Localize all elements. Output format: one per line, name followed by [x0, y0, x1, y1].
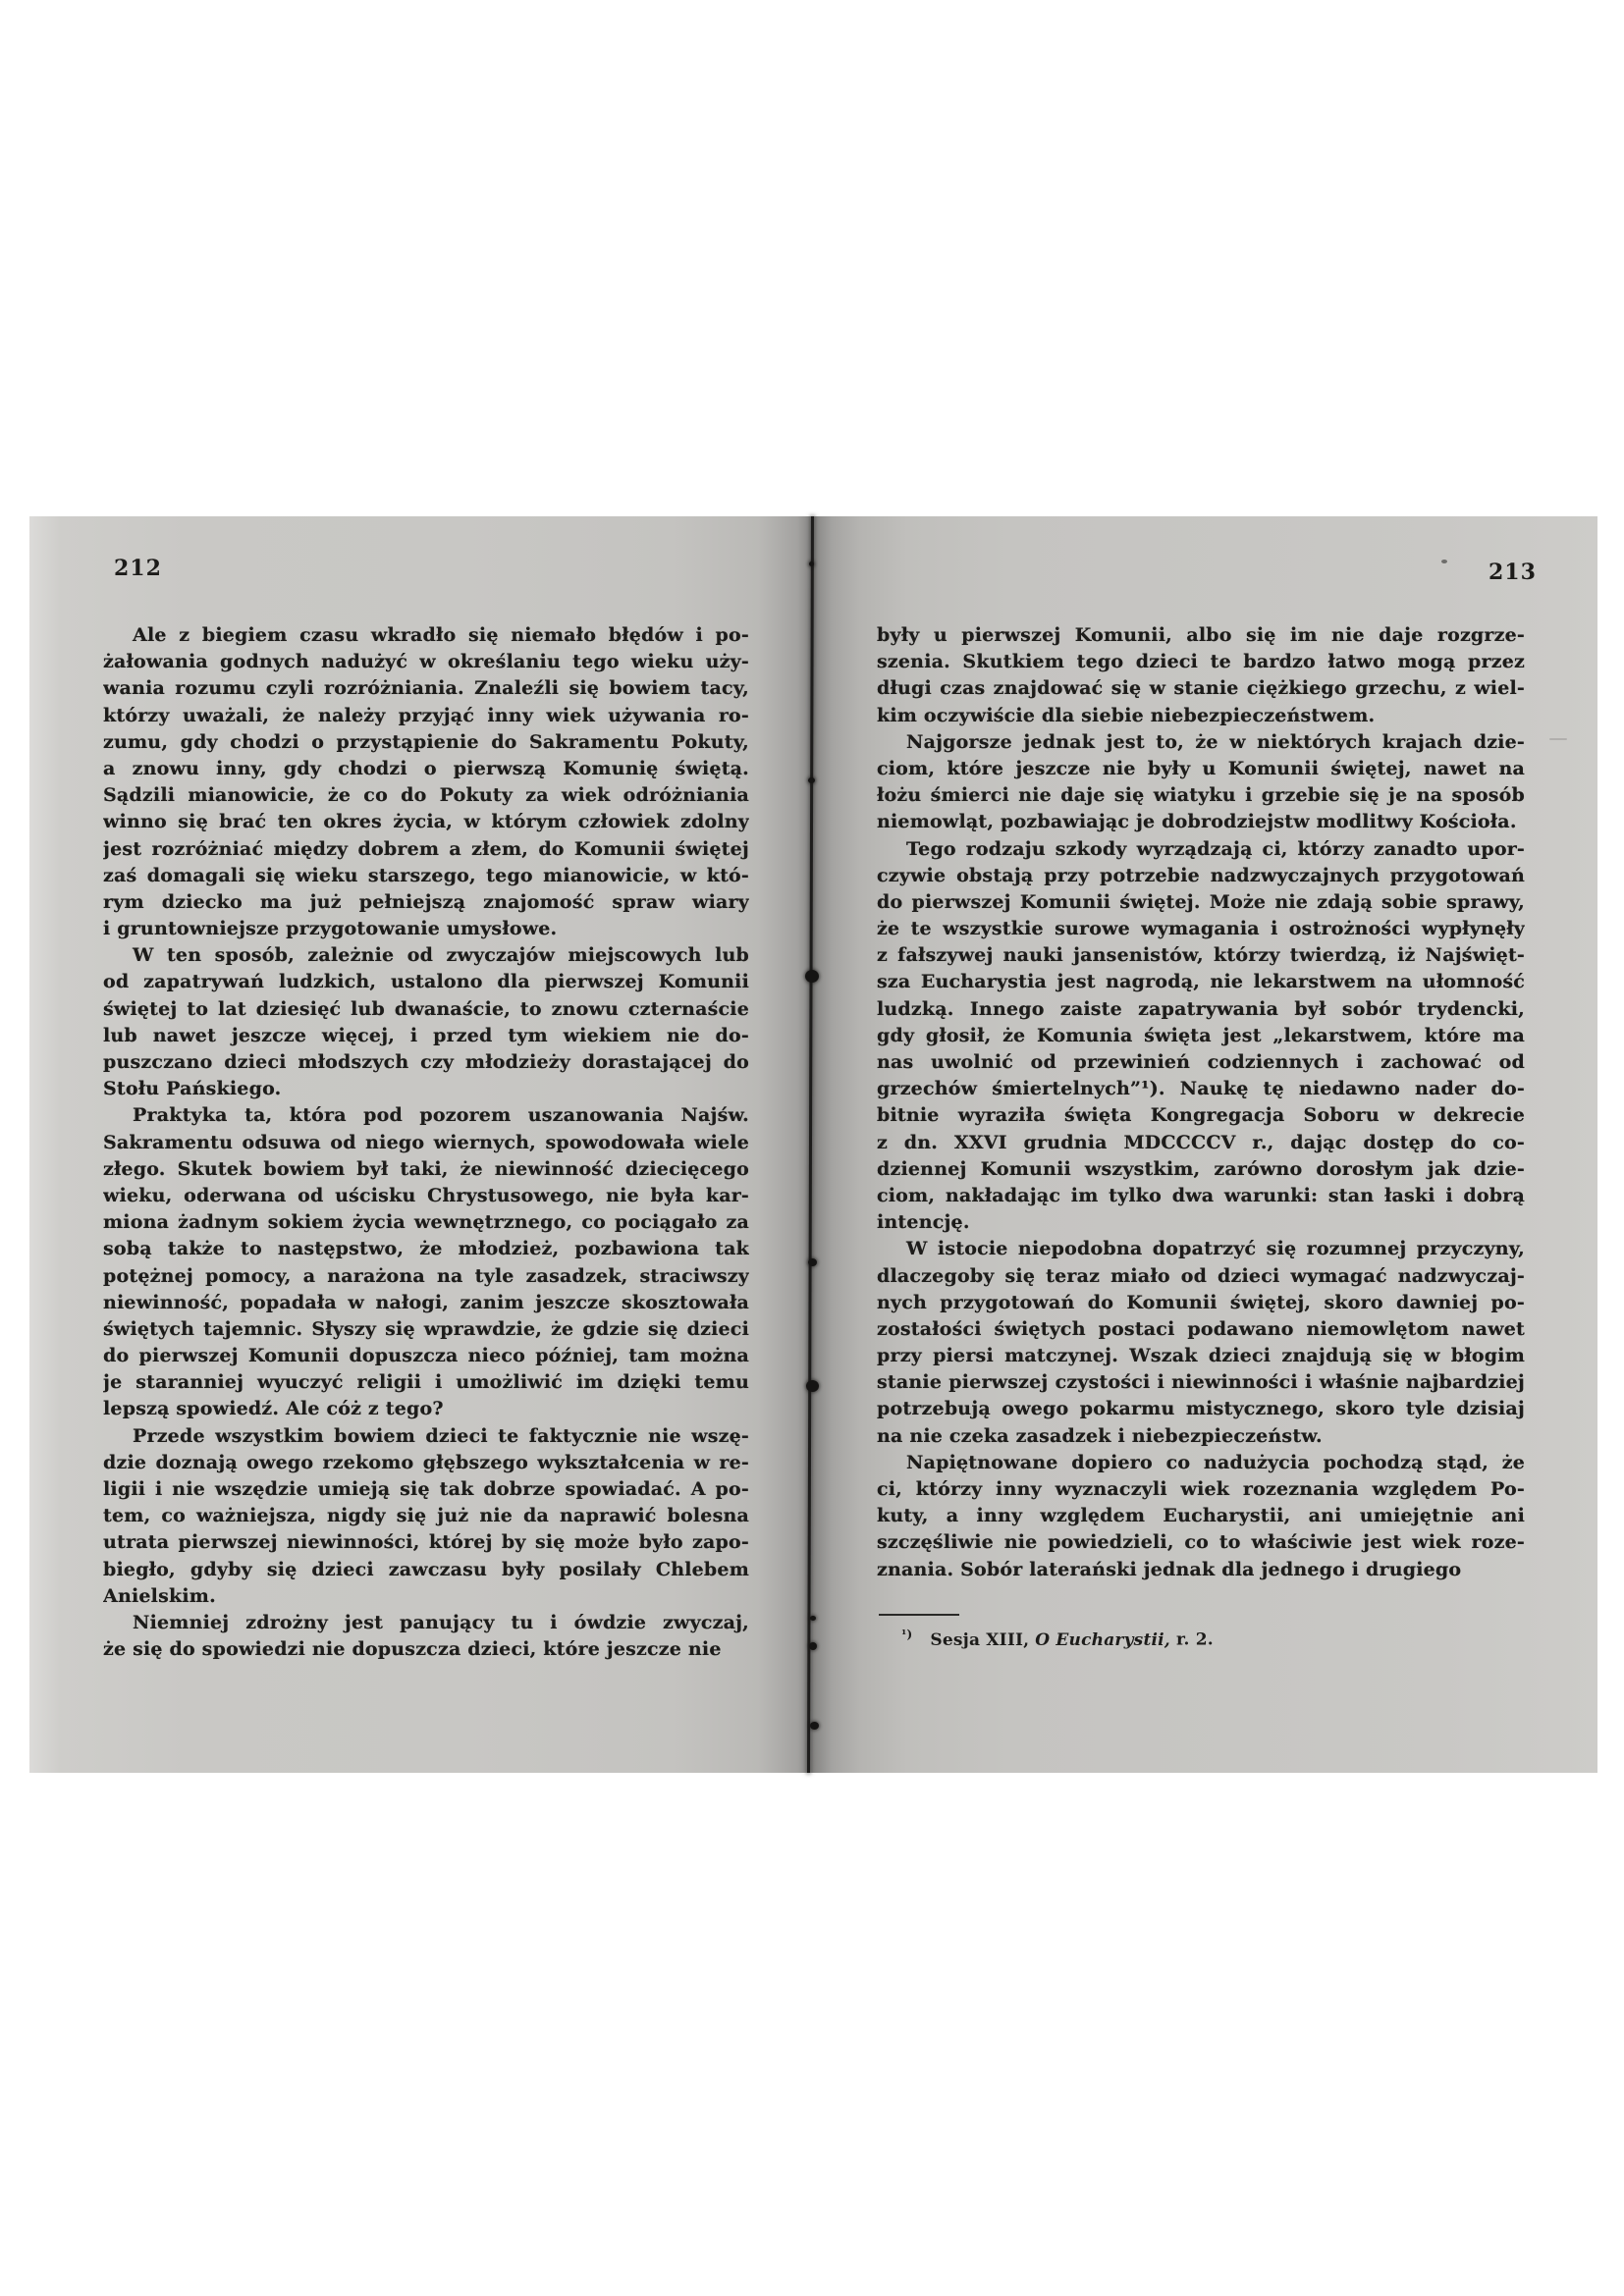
- footnote-text: r. 2.: [1175, 1629, 1214, 1650]
- text-line: Ale z biegiem czasu wkradło się niemało błędów i po-: [133, 624, 749, 646]
- text-line: miona żadnym sokiem życia wewnętrznego, co pociągało za: [103, 1211, 749, 1234]
- text-line: dlaczegoby się teraz miało od dzieci wymagać nadzwyczaj-: [877, 1264, 1525, 1287]
- text-line: rym dziecko ma już pełniejszą znajomość spraw wiary: [103, 890, 749, 913]
- stitch-mark: [808, 1258, 817, 1266]
- footnote: [901, 1628, 1214, 1650]
- stitch-mark: [809, 561, 814, 566]
- text-line: znania. Sobór laterański jednak dla jednego i drugiego: [877, 1558, 1462, 1580]
- pencil-mark: [1549, 738, 1567, 740]
- text-line: Niemniej zdrożny jest panujący tu i ówdzie zwyczaj,: [133, 1611, 749, 1633]
- text-line: że się do spowiedzi nie dopuszcza dzieci, które jeszcze nie: [103, 1638, 722, 1661]
- footnote-marker: ¹): [901, 1628, 913, 1641]
- text-line: utrata pierwszej niewinności, której by się może było zapo-: [103, 1531, 749, 1554]
- page-number-left: 212: [114, 556, 162, 581]
- text-line: intencję.: [877, 1211, 970, 1234]
- footnote-text: Sesja XIII,: [930, 1629, 1030, 1650]
- text-line: z fałszywej nauki jansenistów, którzy twierdzą, iż Najświęt-: [877, 944, 1525, 967]
- text-line: bitnie wyraziła święta Kongregacja Soboru w dekrecie: [877, 1104, 1525, 1127]
- text-line: ludzką. Innego zaiste zapatrywania był sobór trydencki,: [877, 997, 1525, 1020]
- left-page-text: [103, 622, 749, 1663]
- text-line: przy piersi matczynej. Wszak dzieci znajdują się w błogim: [877, 1345, 1525, 1367]
- text-line: wieku, oderwana od uścisku Chrystusowego, nie była kar-: [103, 1184, 749, 1206]
- text-line: winno się brać ten okres życia, w którym człowiek zdolny: [103, 811, 749, 833]
- text-line: potężnej pomocy, a narażona na tyle zasadzek, straciwszy: [103, 1264, 749, 1287]
- right-page-text: [877, 622, 1525, 1583]
- text-line: zostałości świętych postaci podawano niemowlętom nawet: [877, 1317, 1525, 1340]
- text-line: zumu, gdy chodzi o przystąpienie do Sakramentu Pokuty,: [103, 730, 749, 753]
- text-line: Najgorsze jednak jest to, że w niektórych krajach dzie-: [906, 730, 1525, 753]
- text-line: kuty, a inny względem Eucharystii, ani umiejętnie ani: [877, 1505, 1525, 1527]
- text-line: niemowląt, pozbawiając je dobrodziejstw modlitwy Kościoła.: [877, 811, 1517, 833]
- text-line: W ten sposób, zależnie od zwyczajów miejscowych lub: [133, 944, 749, 967]
- text-line: czywie obstają przy potrzebie nadzwyczajnych przygotowań: [877, 864, 1525, 886]
- text-line: lepszą spowiedź. Ale cóż z tego?: [103, 1398, 444, 1420]
- text-line: a znowu inny, gdy chodzi o pierwszą Komunię świętą.: [103, 757, 749, 779]
- text-line: je staranniej wyuczyć religii i umożliwić im dzięki temu: [103, 1371, 749, 1394]
- stitch-mark: [805, 970, 819, 983]
- text-line: od zapatrywań ludzkich, ustalono dla pierwszej Komunii: [103, 971, 749, 993]
- text-line: jest rozróżniać między dobrem a złem, do Komunii świętej: [103, 837, 749, 860]
- text-line: Przede wszystkim bowiem dzieci te faktycznie nie wszę-: [133, 1424, 749, 1447]
- text-line: i gruntowniejsze przygotowanie umysłowe.: [103, 918, 558, 940]
- text-line: kim oczywiście dla siebie niebezpieczeństwem.: [877, 704, 1376, 726]
- text-line: sobą także to następstwo, że młodzież, pozbawiona tak: [103, 1238, 749, 1260]
- text-line: na nie czeka zasadzek i niebezpieczeństw.: [877, 1424, 1323, 1447]
- text-line: żałowania godnych nadużyć w określaniu tego wieku uży-: [103, 651, 749, 673]
- text-line: Napiętnowane dopiero co nadużycia pochodzą stąd, że: [906, 1451, 1525, 1473]
- text-line: ciom, które jeszcze nie były u Komunii świętej, nawet na: [877, 757, 1525, 779]
- text-line: puszczano dzieci młodszych czy młodzieży dorastającej do: [103, 1051, 749, 1073]
- text-line: stanie pierwszej czystości i niewinności i właśnie najbardziej: [877, 1371, 1525, 1394]
- text-line: biegło, gdyby się dzieci zawczasu były posilały Chlebem: [103, 1558, 749, 1580]
- text-line: świętej to lat dziesięć lub dwanaście, to znowu czternaście: [103, 997, 749, 1020]
- text-line: Tego rodzaju szkody wyrządzają ci, którzy zanadto upor-: [906, 837, 1525, 860]
- text-line: że te wszystkie surowe wymagania i ostrożności wypłynęły: [877, 918, 1525, 940]
- text-line: Sądzili mianowicie, że co do Pokuty za wiek odróżniania: [103, 784, 749, 807]
- text-line: wania rozumu czyli rozróżniania. Znaleźli się bowiem tacy,: [103, 677, 749, 700]
- text-line: zaś domagali się wieku starszego, tego mianowicie, w któ-: [103, 864, 749, 886]
- footnote-work-title: O Eucharystii,: [1035, 1629, 1170, 1650]
- text-line: długi czas znajdować się w stanie ciężkiego grzechu, z wiel-: [877, 677, 1525, 700]
- text-line: potrzebują owego pokarmu mistycznego, skoro tyle dzisiaj: [877, 1398, 1525, 1420]
- footnote-rule: [879, 1614, 959, 1616]
- text-line: ciom, nakładając im tylko dwa warunki: stan łaski i dobrą: [877, 1184, 1525, 1206]
- text-line: Anielskim.: [103, 1584, 216, 1607]
- text-line: z dn. XXVI grudnia MDCCCCV r., dając dostęp do co-: [877, 1131, 1525, 1153]
- text-line: dziennej Komunii wszystkim, zarówno dorosłym jak dzie-: [877, 1157, 1525, 1180]
- text-line: lub nawet jeszcze więcej, i przed tym wiekiem nie do-: [103, 1024, 749, 1046]
- text-line: niewinność, popadała w nałogi, zanim jeszcze skosztowała: [103, 1291, 749, 1313]
- text-line: Praktyka ta, która pod pozorem uszanowania Najśw.: [133, 1104, 749, 1127]
- text-line: ligii i nie wszędzie umieją się tak dobrze spowiadać. A po-: [103, 1478, 749, 1500]
- text-line: łożu śmierci nie daje się wiatyku i grzebie się je na sposób: [877, 784, 1525, 807]
- text-line: świętych tajemnic. Słyszy się wprawdzie, że gdzie się dzieci: [103, 1317, 749, 1340]
- text-line: Sakramentu odsuwa od niego wiernych, spowodowała wiele: [103, 1131, 749, 1153]
- stitch-mark: [809, 1642, 817, 1650]
- text-line: złego. Skutek bowiem był taki, że niewinność dziecięcego: [103, 1157, 749, 1180]
- stitch-mark: [810, 1616, 816, 1621]
- text-line: tem, co ważniejsza, nigdy się już nie da naprawić bolesna: [103, 1505, 749, 1527]
- text-line: dzie doznają owego rzekomo głębszego wykształcenia w re-: [103, 1451, 749, 1473]
- stitch-mark: [808, 777, 815, 783]
- text-line: nych przygotowań do Komunii świętej, skoro dawniej po-: [877, 1291, 1525, 1313]
- text-line: nas uwolnić od przewinień codziennych i zachować od: [877, 1051, 1525, 1073]
- text-line: którzy uważali, że należy przyjąć inny wiek używania ro-: [103, 704, 749, 726]
- text-line: sza Eucharystia jest nagrodą, nie lekarstwem na ułomność: [877, 971, 1525, 993]
- text-line: szenia. Skutkiem tego dzieci te bardzo łatwo mogą przez: [877, 651, 1525, 673]
- text-line: Stołu Pańskiego.: [103, 1078, 282, 1100]
- text-line: do pierwszej Komunii świętej. Może nie zdają sobie sprawy,: [877, 890, 1525, 913]
- text-line: ci, którzy inny wyznaczyli wiek rozeznania względem Po-: [877, 1478, 1525, 1500]
- text-line: do pierwszej Komunii dopuszcza nieco później, tam można: [103, 1345, 749, 1367]
- stitch-mark: [810, 1722, 819, 1730]
- text-line: W istocie niepodobna dopatrzyć się rozumnej przyczyny,: [906, 1238, 1525, 1260]
- text-line: grzechów śmiertelnych”¹). Naukę tę niedawno nader do-: [877, 1078, 1525, 1100]
- stitch-mark: [806, 1380, 819, 1392]
- text-line: były u pierwszej Komunii, albo się im nie daje rozgrze-: [877, 624, 1525, 646]
- ink-speck: [1441, 560, 1447, 563]
- text-line: gdy głosił, że Komunia święta jest „lekarstwem, które ma: [877, 1024, 1525, 1046]
- text-line: szczęśliwie nie powiedzieli, co to właściwie jest wiek roze-: [877, 1531, 1525, 1554]
- page-number-right: 213: [1489, 560, 1537, 585]
